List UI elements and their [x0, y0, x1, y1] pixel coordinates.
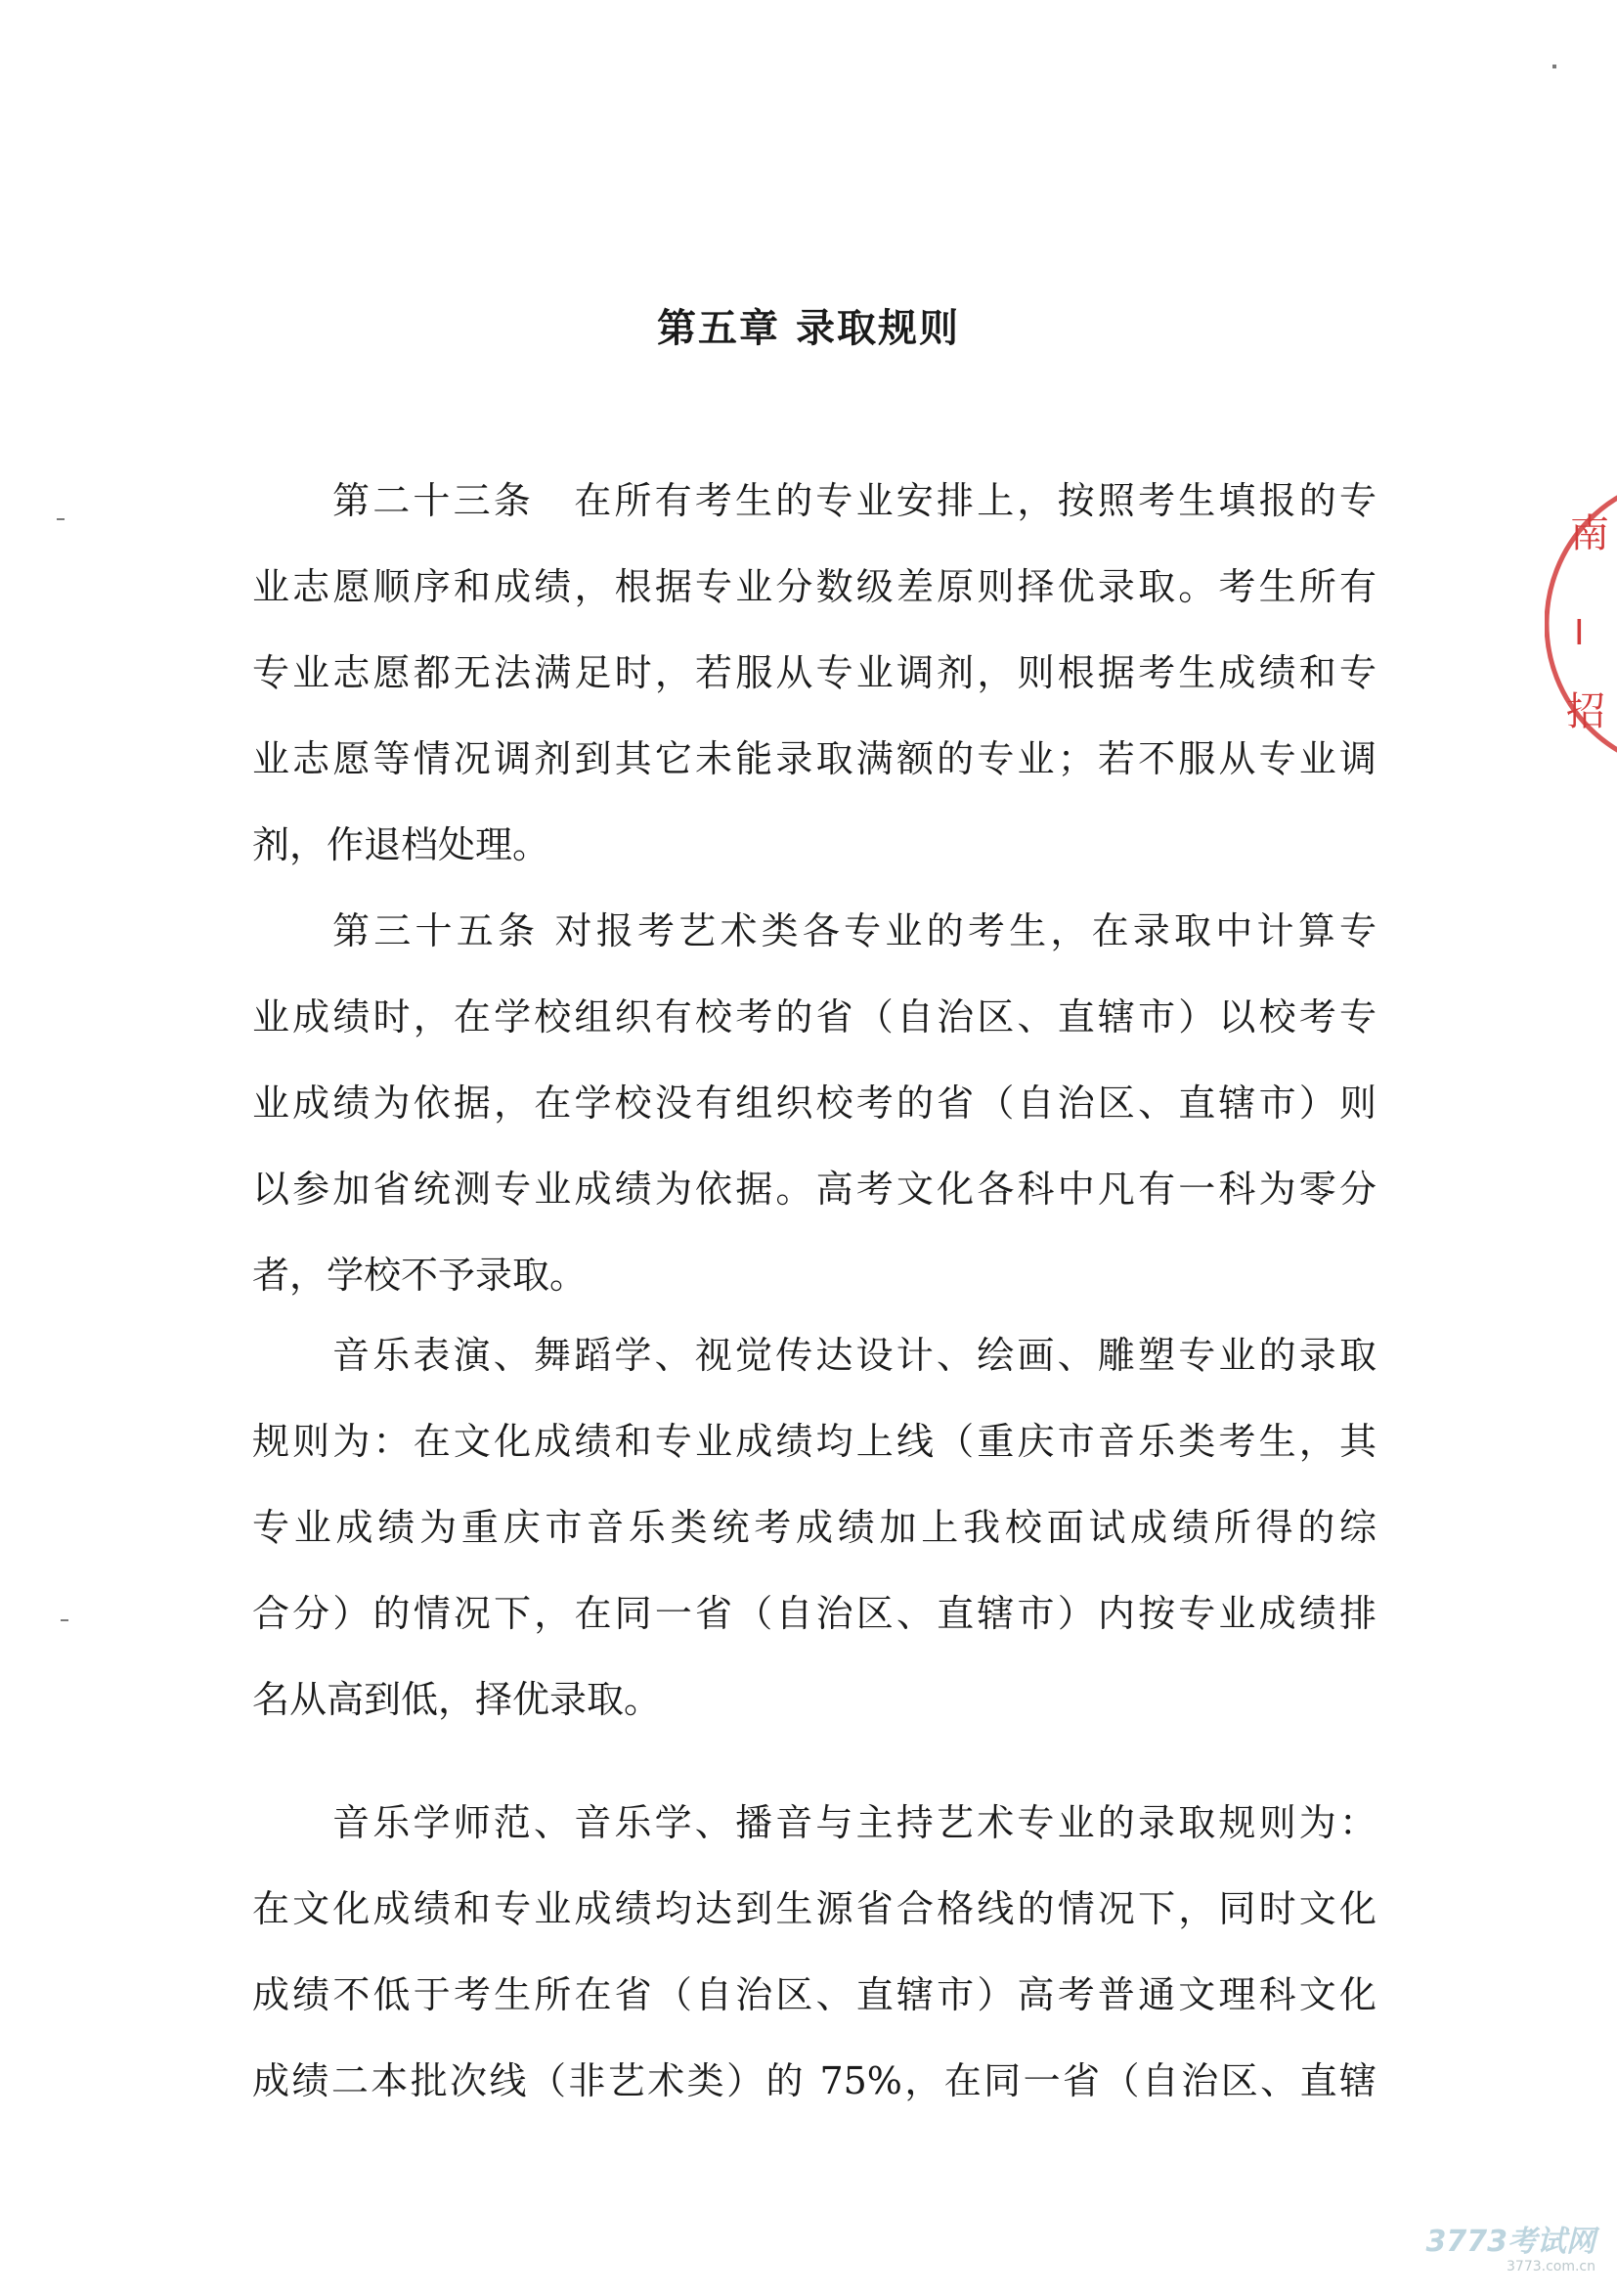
scan-mark [57, 518, 65, 520]
text-line: 第三十五条 对报考艺术类各专业的考生，在录取中计算专 [332, 909, 1377, 952]
text-line: 者，学校不予录取。 [252, 1254, 588, 1297]
scan-mark [1552, 65, 1556, 68]
watermark-logo: 3773考试网 [1425, 2225, 1595, 2259]
text-line: 业成绩为依据，在学校没有组织校考的省（自治区、直辖市）则 [252, 1082, 1377, 1125]
seal-char: 招 [1566, 689, 1605, 734]
text-line: 成绩不低于考生所在省（自治区、直辖市）高考普通文理科文化 [252, 1973, 1377, 2016]
site-watermark [1426, 2226, 1596, 2274]
text-line: 规则为：在文化成绩和专业成绩均上线（重庆市音乐类考生，其 [252, 1420, 1377, 1463]
text-line: 业志愿顺序和成绩，根据专业分数级差原则择优录取。考生所有 [252, 565, 1377, 608]
text-line: 成绩二本批次线（非艺术类）的 75%，在同一省（自治区、直辖 [252, 2059, 1377, 2102]
text-line: 在文化成绩和专业成绩均达到生源省合格线的情况下，同时文化 [252, 1887, 1377, 1930]
text-line: 剂，作退档处理。 [252, 823, 550, 866]
seal-char: 南 [1570, 511, 1609, 556]
text-line: 专业成绩为重庆市音乐类统考成绩加上我校面试成绩所得的综 [252, 1506, 1377, 1549]
watermark-url: 3773.com.cn [1507, 2259, 1595, 2274]
text-line: 合分）的情况下，在同一省（自治区、直辖市）内按专业成绩排 [252, 1592, 1377, 1635]
chapter-title: 第五章 录取规则 [657, 306, 960, 351]
text-line: 名从高到低，择优录取。 [252, 1678, 662, 1721]
text-line: 音乐表演、舞蹈学、视觉传达设计、绘画、雕塑专业的录取 [332, 1334, 1377, 1377]
text-line: 第二十三条 在所有考生的专业安排上，按照考生填报的专 [332, 479, 1377, 522]
official-seal [1545, 477, 1617, 771]
text-line: 业成绩时，在学校组织有校考的省（自治区、直辖市）以校考专 [252, 995, 1377, 1038]
text-line: 专业志愿都无法满足时，若服从专业调剂，则根据考生成绩和专 [252, 651, 1377, 694]
text-line: 以参加省统测专业成绩为依据。高考文化各科中凡有一科为零分 [252, 1168, 1377, 1211]
text-line: 音乐学师范、音乐学、播音与主持艺术专业的录取规则为： [332, 1801, 1377, 1844]
scan-mark [61, 1619, 68, 1621]
seal-char: I [1574, 613, 1585, 653]
text-line: 业志愿等情况调剂到其它未能录取满额的专业；若不服从专业调 [252, 737, 1377, 780]
